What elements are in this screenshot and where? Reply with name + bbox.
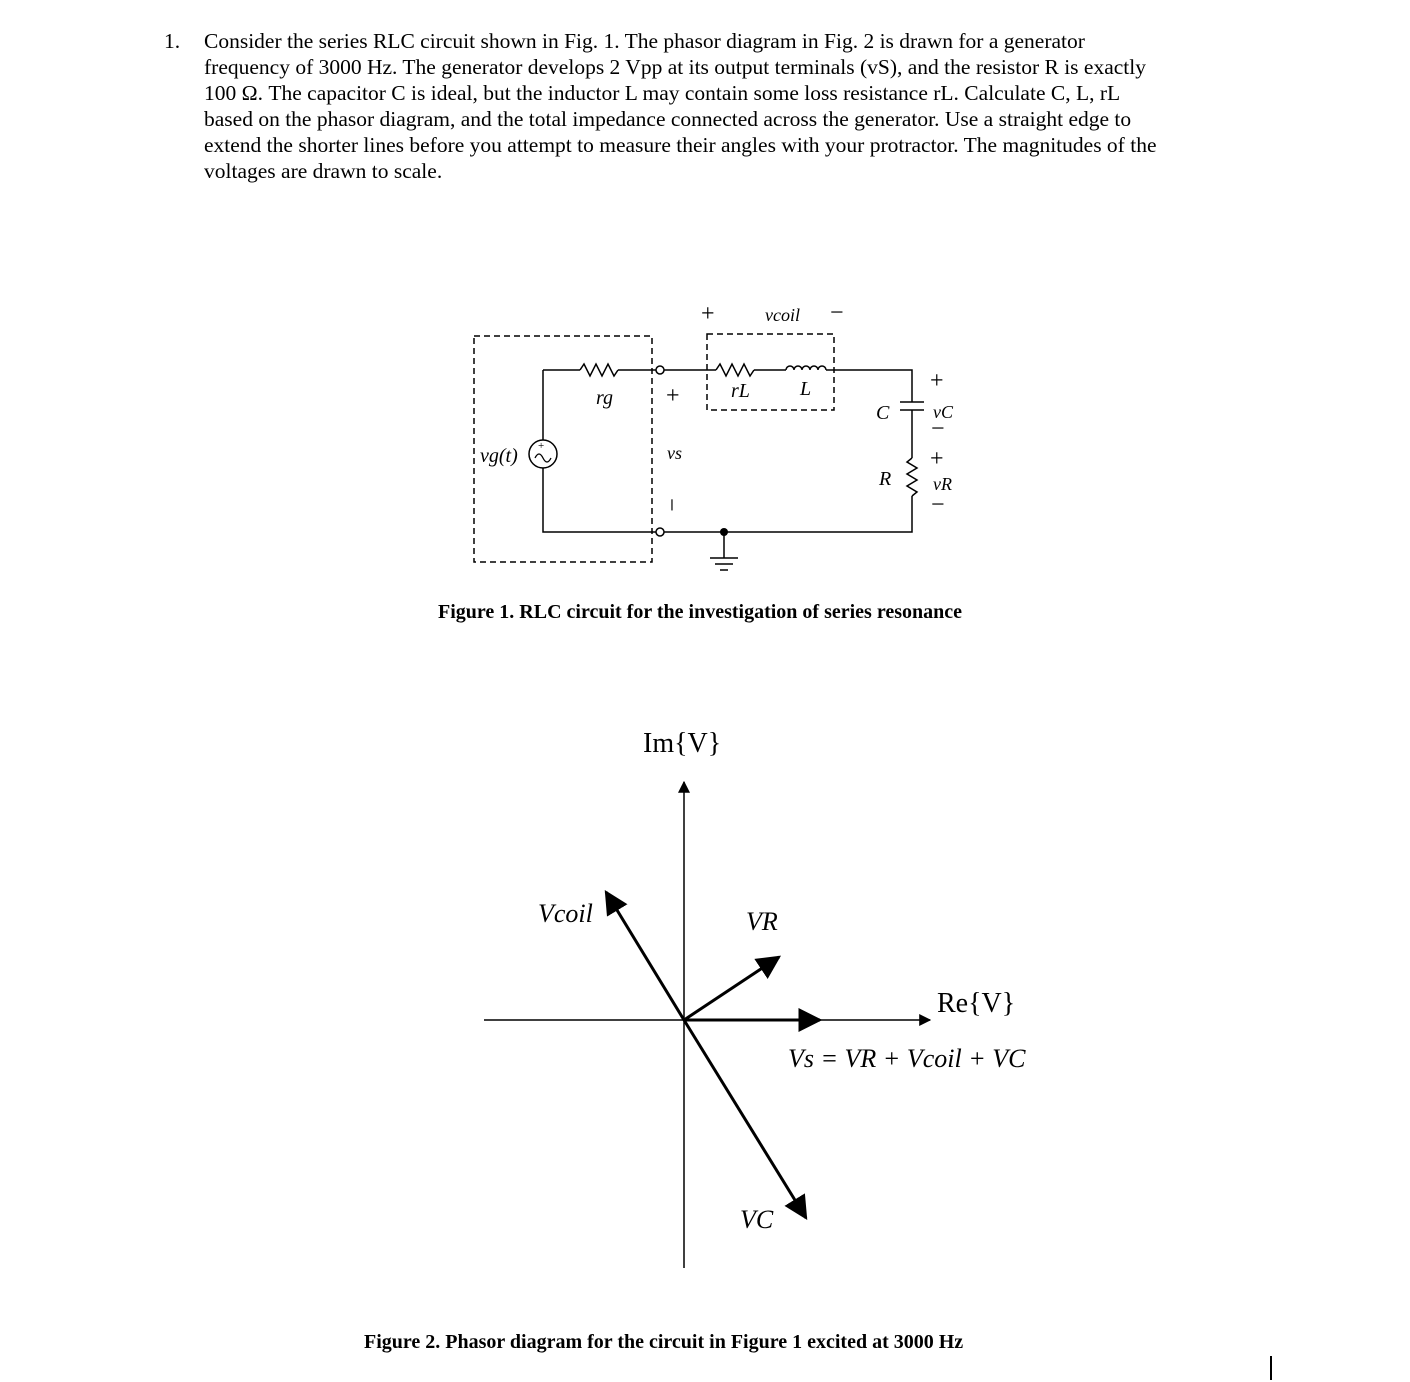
coil-box [707, 334, 834, 410]
vR-label: vR [933, 474, 952, 494]
terminal-bottom [656, 528, 664, 536]
capacitor-plates [900, 402, 924, 410]
re-axis-label: Re{V} [937, 988, 1016, 1019]
phasor-vr [684, 957, 779, 1020]
R-resistor [907, 458, 917, 496]
rL-label: rL [731, 380, 750, 402]
problem-line-4: based on the phasor diagram, and the total impedance connected across the generator. Use a straight edge to [204, 107, 1132, 131]
vC-plus: + [930, 368, 944, 394]
problem-line-5: extend the shorter lines before you attempt to measure their angles with your protractor. The magnitudes of the [204, 133, 1157, 157]
im-axis-label: Im{V} [643, 728, 722, 759]
figure1-caption: Figure 1. RLC circuit for the investigation of series resonance [438, 601, 963, 623]
vs-equation: Vs = VR + Vcoil + VC [788, 1044, 1026, 1073]
rL-resistor [716, 364, 754, 376]
vs-minus: − [658, 498, 684, 512]
problem-line-6: voltages are drawn to scale. [204, 159, 443, 183]
vR-plus: + [930, 446, 944, 472]
problem-number: 1. [164, 29, 181, 53]
rg-resistor [580, 364, 618, 376]
vC-minus: − [931, 416, 945, 442]
inductor-coil [786, 366, 826, 370]
vcoil-minus: − [830, 300, 844, 326]
circuit-schematic [0, 0, 1410, 640]
vcoil-phasor-label: Vcoil [538, 899, 593, 928]
vC-label: vC [933, 402, 953, 422]
vcoil-plus: + [701, 301, 715, 327]
vr-phasor-label: VR [746, 907, 778, 936]
vc-phasor-label: VC [740, 1205, 774, 1234]
bottom-wire [663, 496, 912, 532]
svg-text:+: + [538, 440, 545, 452]
C-label: C [876, 402, 890, 424]
vcoil-label: vcoil [765, 305, 800, 325]
source-label: vg(t) [480, 445, 518, 467]
ground-symbol [710, 532, 738, 570]
L-label: L [800, 378, 812, 400]
figure2-caption: Figure 2. Phasor diagram for the circuit in Figure 1 excited at 3000 Hz [364, 1331, 964, 1353]
text-cursor [1270, 1356, 1272, 1380]
problem-line-1: Consider the series RLC circuit shown in Fig. 1. The phasor diagram in Fig. 2 is drawn for a generator [204, 29, 1085, 53]
problem-line-3: 100 Ω. The capacitor C is ideal, but the inductor L may contain some loss resistance rL. Calculate C, L, rL [204, 81, 1121, 105]
L-to-C-wire [826, 370, 912, 402]
R-label: R [879, 468, 892, 490]
phasor-diagram [0, 700, 1410, 1320]
terminal-top [656, 366, 664, 374]
vs-label: vs [667, 443, 682, 463]
rg-label: rg [596, 387, 614, 409]
vs-plus: + [666, 383, 680, 409]
problem-line-2: frequency of 3000 Hz. The generator develops 2 Vpp at its output terminals (vS), and the resistor R is exactly [204, 55, 1146, 79]
vR-minus: − [931, 492, 945, 518]
ground-node [720, 528, 728, 536]
phasor-vcoil [606, 892, 684, 1020]
